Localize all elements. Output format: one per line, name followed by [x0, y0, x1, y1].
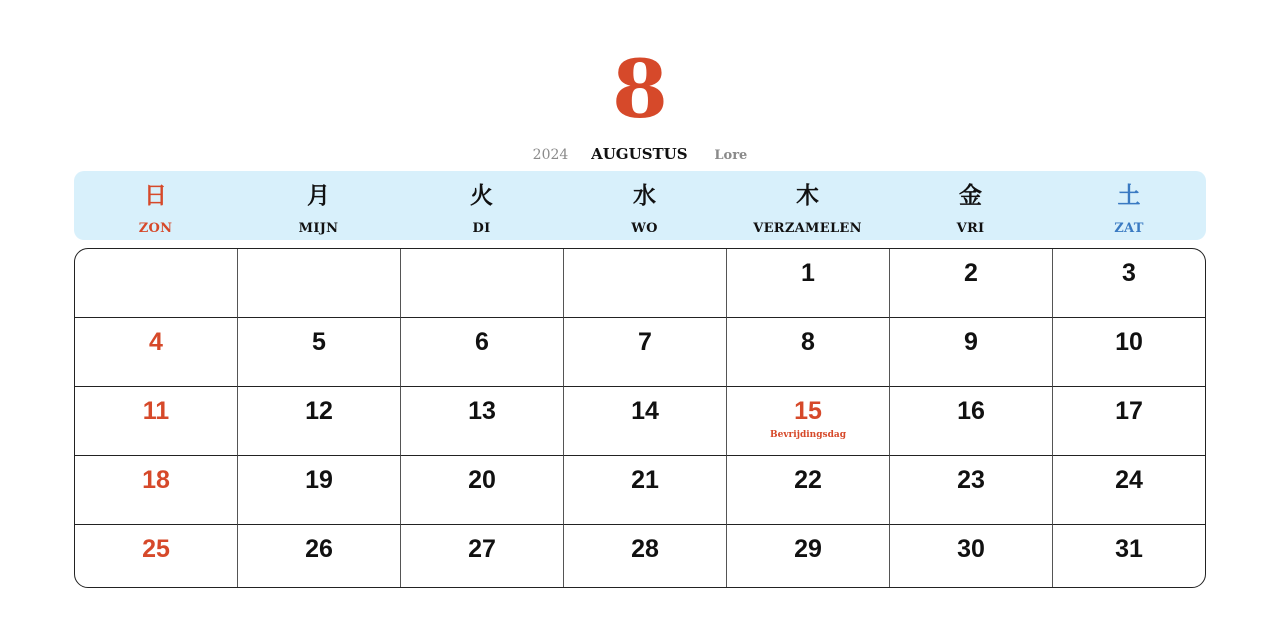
day-cell[interactable]: [1053, 249, 1205, 318]
day-number: 17: [1115, 397, 1143, 425]
day-number: 28: [631, 535, 659, 563]
weekday-thursday: [726, 171, 889, 240]
day-cell[interactable]: [1053, 318, 1205, 387]
day-cell[interactable]: [890, 318, 1053, 387]
calendar-label: Lore: [714, 148, 748, 163]
day-cell[interactable]: [238, 249, 401, 318]
day-number: 20: [468, 466, 496, 494]
weekday-kanji: 月: [307, 182, 330, 209]
weekday-kanji: 土: [1117, 182, 1141, 209]
day-number: 14: [631, 397, 659, 425]
day-cell[interactable]: [1053, 525, 1205, 587]
day-cell[interactable]: [75, 387, 238, 456]
weekday-name: ZON: [138, 221, 173, 236]
day-number: 10: [1115, 328, 1143, 356]
day-cell[interactable]: [75, 525, 238, 587]
day-cell[interactable]: [1053, 387, 1205, 456]
weekday-wednesday: [563, 171, 726, 240]
day-number: 2: [964, 259, 978, 287]
day-number: 11: [142, 397, 170, 425]
day-cell[interactable]: [890, 456, 1053, 525]
day-cell[interactable]: [401, 318, 564, 387]
day-cell[interactable]: [564, 249, 727, 318]
day-cell[interactable]: [401, 249, 564, 318]
day-cell[interactable]: [890, 249, 1053, 318]
calendar-grid: [74, 248, 1206, 588]
day-cell[interactable]: [238, 318, 401, 387]
day-number: 27: [468, 535, 496, 563]
day-cell[interactable]: [75, 318, 238, 387]
weekday-tuesday: [400, 171, 563, 240]
day-cell[interactable]: [75, 249, 238, 318]
day-number: 1: [801, 259, 815, 287]
weekday-name: VRI: [956, 221, 985, 236]
day-cell[interactable]: [727, 249, 890, 318]
day-number: 31: [1115, 535, 1143, 563]
weekday-name: DI: [472, 221, 491, 236]
day-number: 24: [1115, 466, 1143, 494]
day-cell[interactable]: [238, 456, 401, 525]
day-cell[interactable]: [890, 387, 1053, 456]
day-cell[interactable]: [727, 456, 890, 525]
day-cell-holiday[interactable]: [727, 387, 890, 456]
weekday-kanji: 日: [144, 182, 167, 209]
weekday-name: ZAT: [1114, 221, 1144, 236]
weekday-saturday: [1052, 171, 1206, 240]
day-number: 7: [638, 328, 652, 356]
day-number: 12: [305, 397, 333, 425]
day-number: 30: [957, 535, 985, 563]
day-number: 9: [964, 328, 978, 356]
day-number: 25: [142, 535, 170, 563]
day-number: 15: [794, 397, 822, 425]
day-cell[interactable]: [401, 456, 564, 525]
day-number: 18: [142, 466, 170, 494]
day-number: 8: [801, 328, 815, 356]
calendar-subtitle: [0, 143, 1280, 167]
day-number: 4: [149, 328, 163, 356]
day-cell[interactable]: [727, 318, 890, 387]
day-number: 22: [794, 466, 822, 494]
day-number: 21: [631, 466, 659, 494]
day-cell[interactable]: [238, 387, 401, 456]
day-cell[interactable]: [401, 525, 564, 587]
weekday-monday: [237, 171, 400, 240]
year-label: 2024: [532, 147, 569, 163]
day-number: 13: [468, 397, 496, 425]
day-number: 6: [475, 328, 489, 356]
day-number: 16: [957, 397, 985, 425]
weekday-name: MIJN: [298, 221, 339, 236]
day-number: 5: [312, 328, 326, 356]
day-cell[interactable]: [564, 456, 727, 525]
day-cell[interactable]: [890, 525, 1053, 587]
holiday-label: Bevrijdingsdag: [769, 430, 846, 440]
month-number: 8: [612, 42, 668, 136]
day-cell[interactable]: [564, 387, 727, 456]
day-number: 23: [957, 466, 985, 494]
day-cell[interactable]: [727, 525, 890, 587]
day-cell[interactable]: [238, 525, 401, 587]
weekday-sunday: [74, 171, 237, 240]
day-cell[interactable]: [1053, 456, 1205, 525]
weekday-name: WO: [631, 221, 658, 236]
weekday-kanji: 水: [633, 182, 656, 209]
weekday-header: [74, 171, 1206, 240]
day-number: 26: [305, 535, 333, 563]
day-cell[interactable]: [401, 387, 564, 456]
weekday-kanji: 金: [959, 182, 982, 209]
day-number: 19: [305, 466, 333, 494]
day-cell[interactable]: [75, 456, 238, 525]
day-number: 3: [1122, 259, 1136, 287]
month-name: AUGUSTUS: [591, 145, 688, 163]
day-cell[interactable]: [564, 318, 727, 387]
weekday-kanji: 火: [470, 182, 493, 209]
weekday-friday: [889, 171, 1052, 240]
weekday-kanji: 木: [796, 182, 819, 209]
day-cell[interactable]: [564, 525, 727, 587]
day-number: 29: [794, 535, 822, 563]
weekday-name: VERZAMELEN: [753, 221, 862, 236]
